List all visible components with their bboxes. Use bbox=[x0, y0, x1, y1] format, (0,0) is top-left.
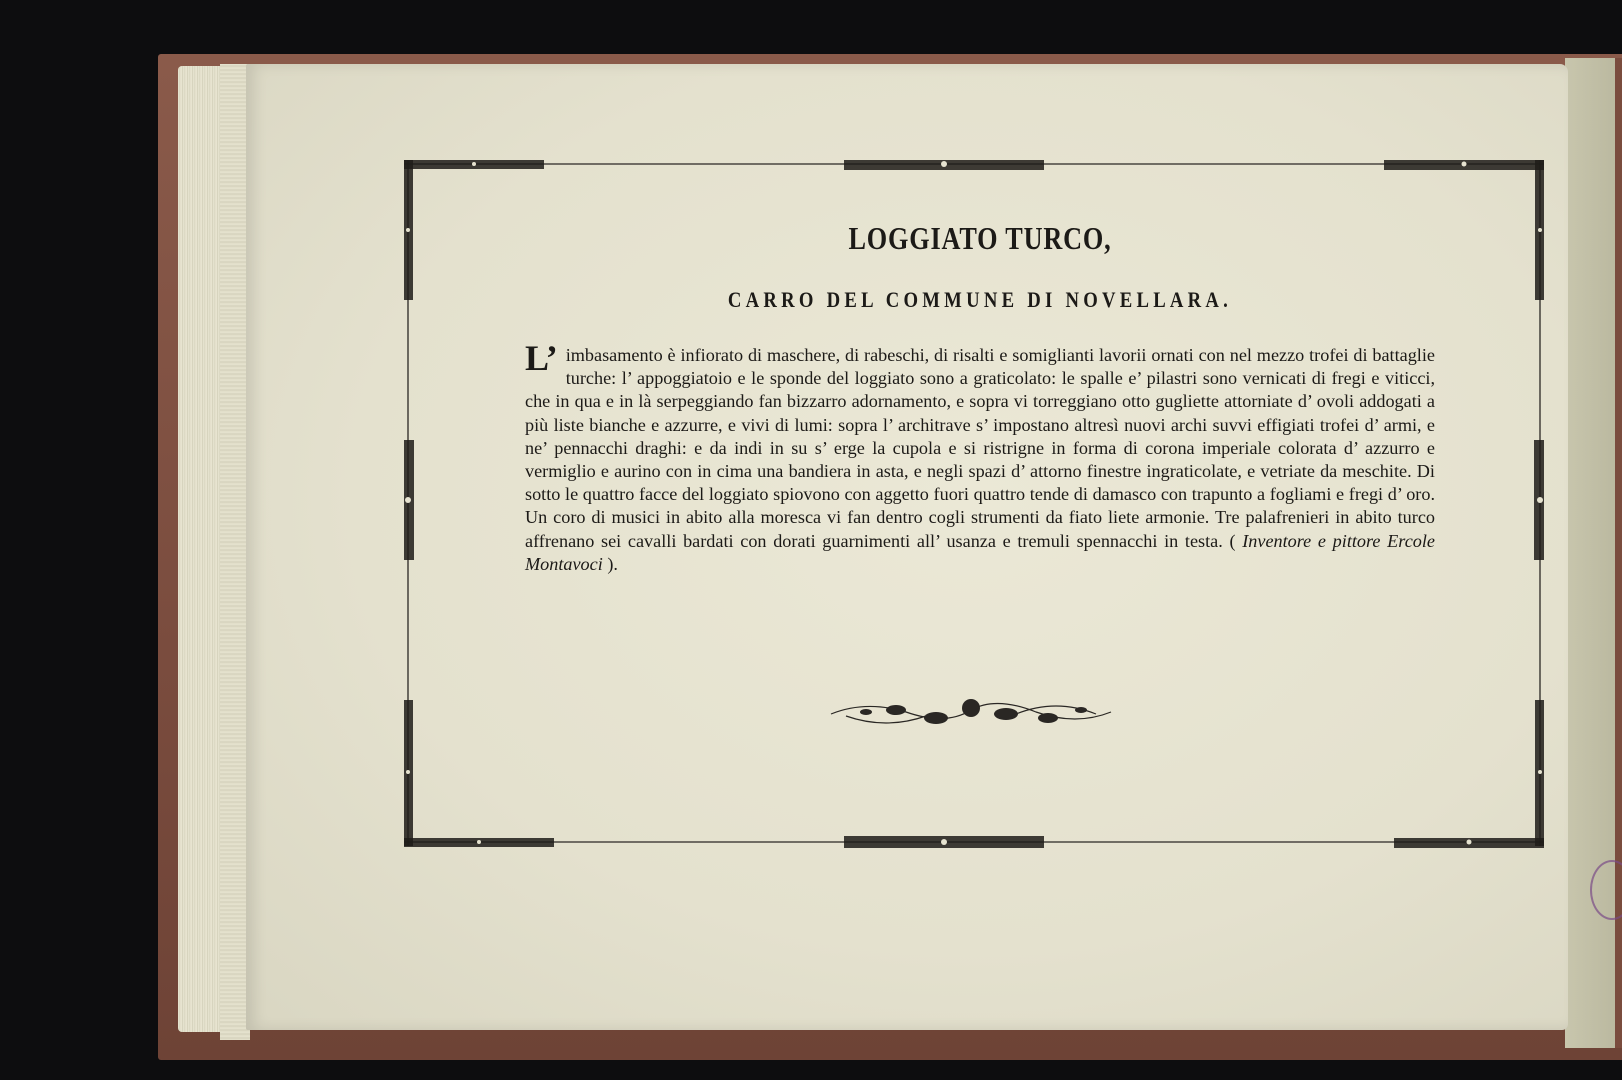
body-paragraph bbox=[525, 338, 1435, 576]
page-title: LOGGIATO TURCO, bbox=[848, 220, 1112, 256]
page-subtitle: CARRO DEL COMMUNE DI NOVELLARA. bbox=[727, 287, 1233, 312]
credit-open: ( bbox=[1222, 530, 1243, 551]
body-text: imbasamento è infiorato di maschere, di rabeschi, di risalti e somiglianti lavorii ornati con nel mezzo trofei di battaglie turche: l’ appoggiatoio e le sponde del loggiato sono a graticolato: le spalle e’ pilastri sono vernicati di fregi e viticci, che in qua e in là serpeggiando fan bizzarro adornamento, e sopra vi torreggiano otto gugliette attorniate d’ ovoli addogati a più liste bianche e azzurre, e vivi di lumi: sopra l’ architrave s’ impostano altresì nuovi archi suvvi effigiati trofei d’ armi, e ne’ pennacchi draghi: e da indi in su s’ erge la cupola e si ristrigne in forma di corona imperiale colorata d’ azzurro e vermiglio e aurino con in cima una bandiera in asta, e negli spazi d’ attorno finestre ingraticolate, e vetriate da meschite. Di sotto le quattro facce del loggiato spiovono con aggetto fuori quattro tende di damasco con trapunto a fogliami e fregi d’ oro. Un coro di musici in abito alla moresca vi fan dentro cogli strumenti da fiato liete armonie. Tre palafrenieri in abito turco affrenano sei cavalli bardati con dorati guarnimenti all’ usanza e tremuli spennacchi in testa. bbox=[525, 345, 1435, 551]
floral-flourish-ornament bbox=[826, 690, 1116, 738]
text-block bbox=[525, 218, 1435, 576]
drop-cap: L’ bbox=[525, 338, 558, 378]
credit-text: Inventore e pittore Ercole Montavoci bbox=[525, 530, 1435, 574]
credit-close: ). bbox=[602, 553, 618, 574]
